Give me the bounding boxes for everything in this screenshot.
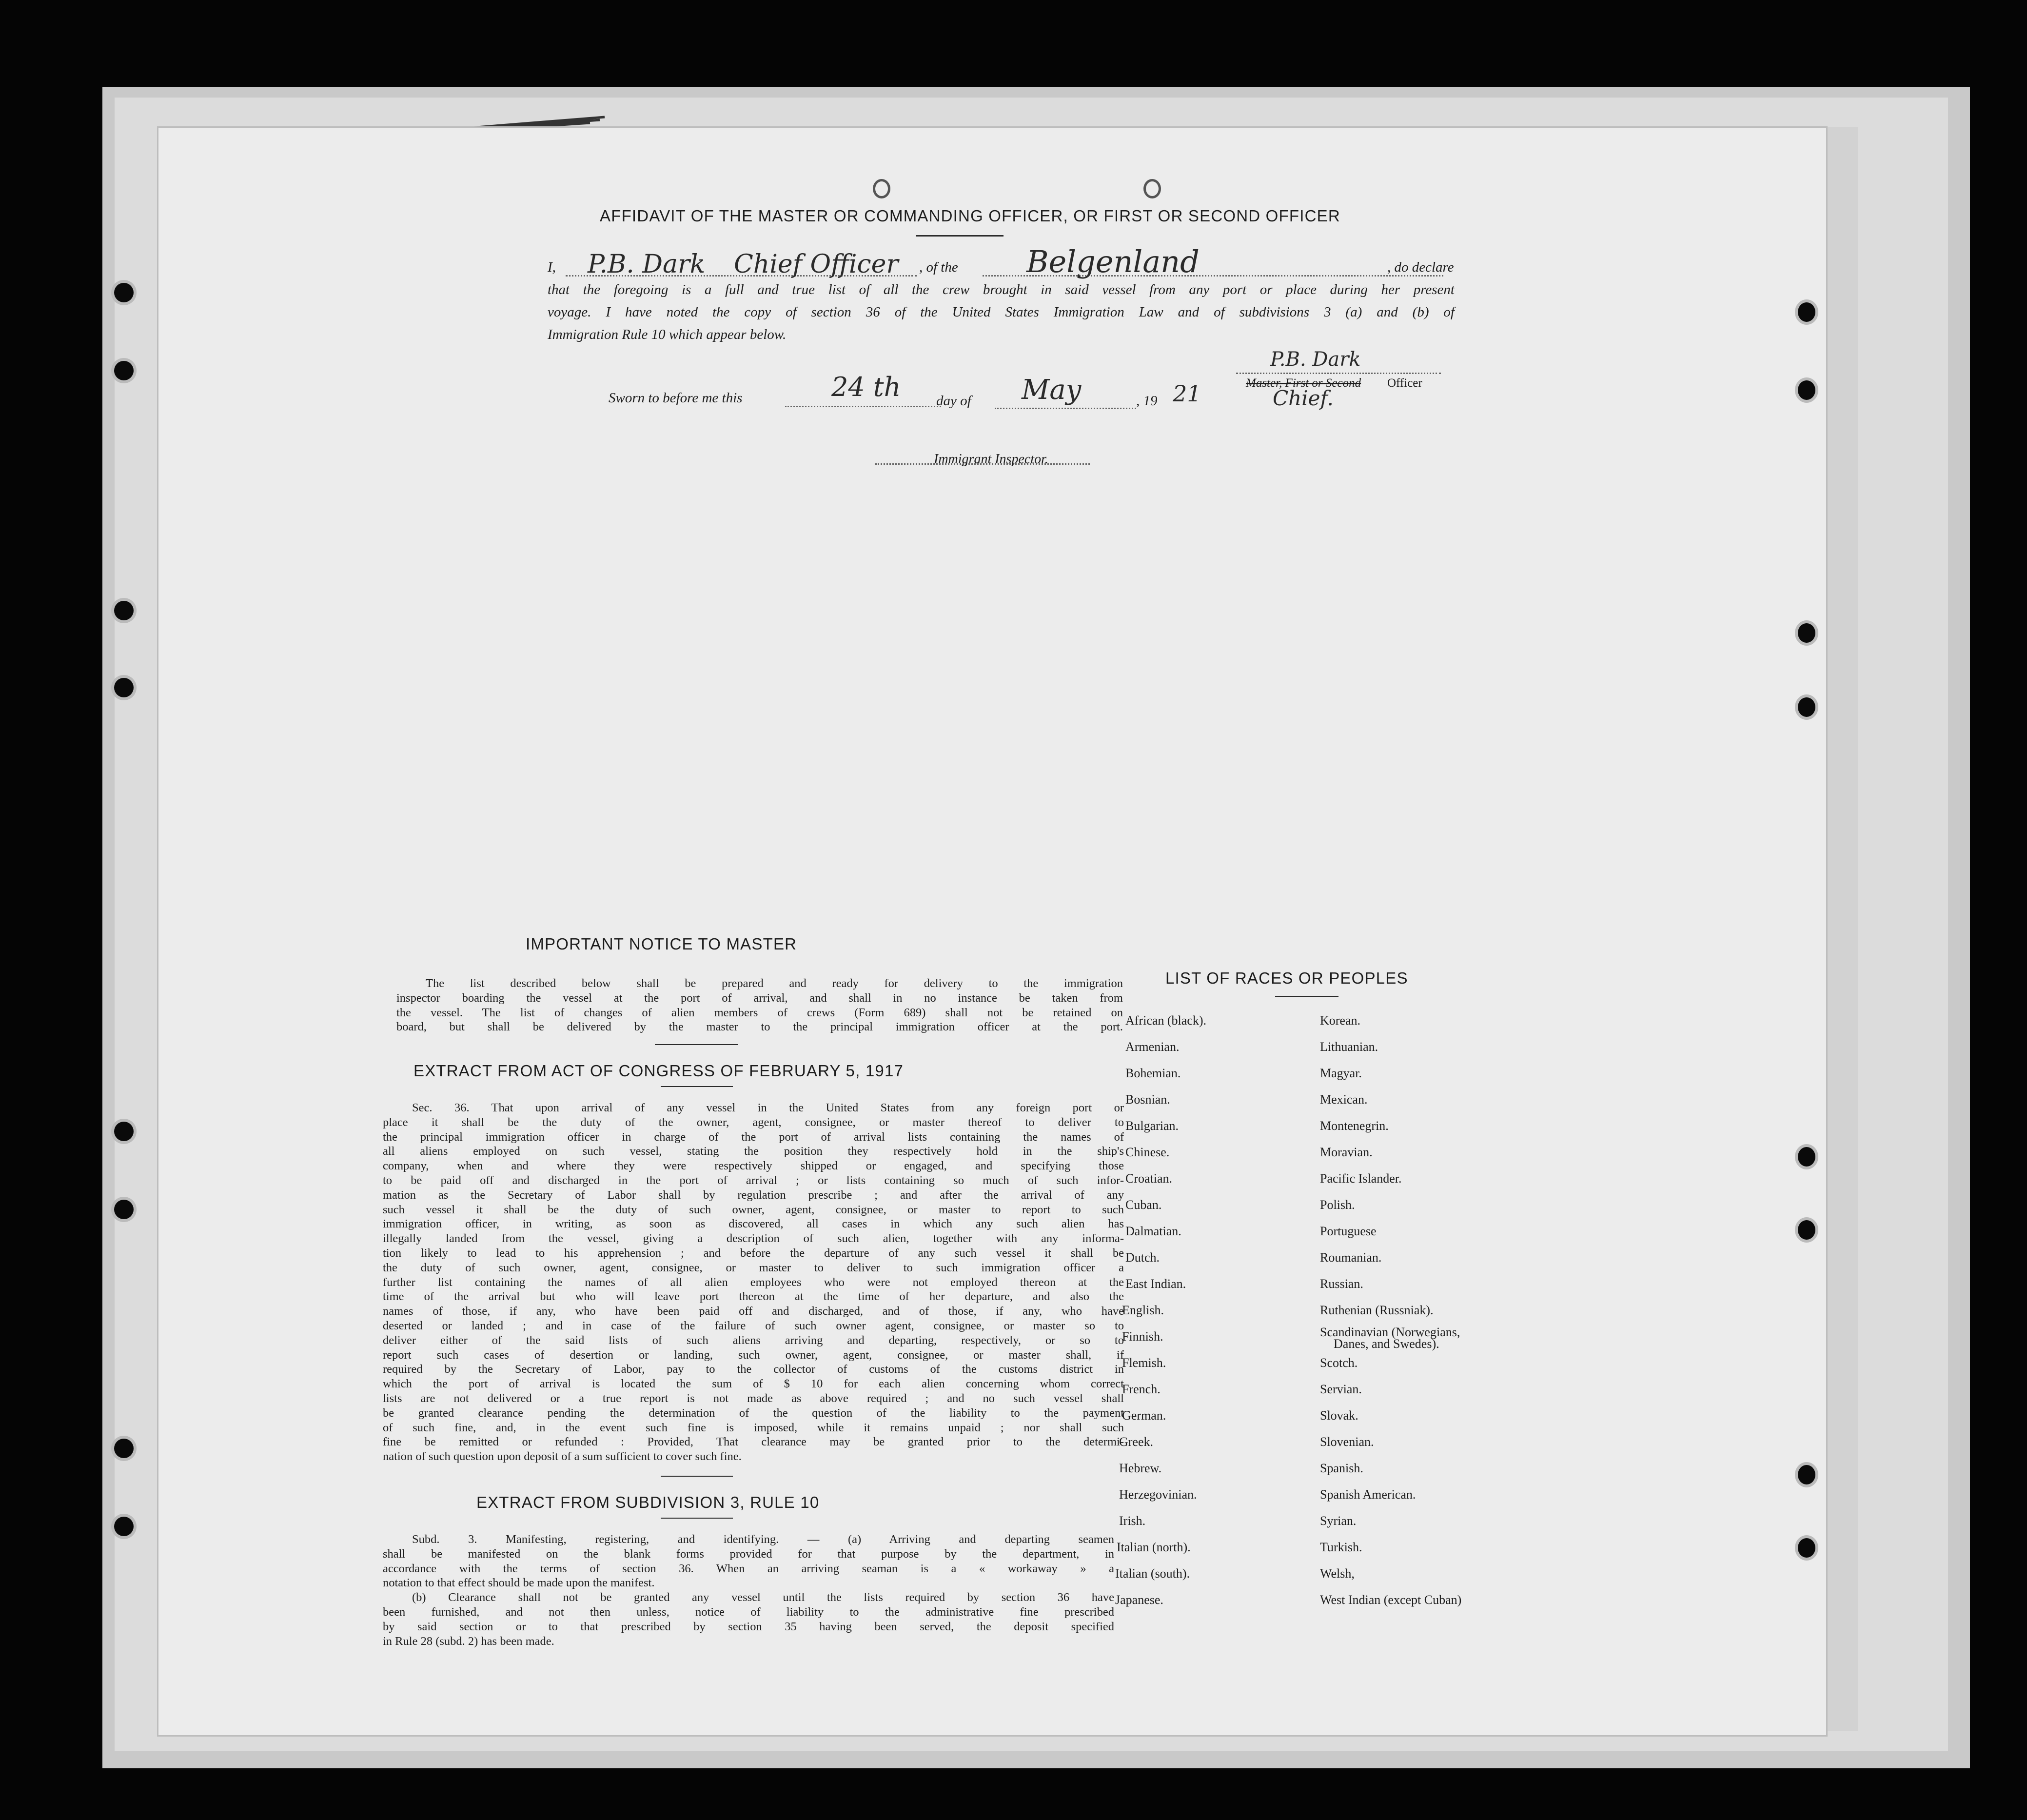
punch-hole-right-2 (1798, 380, 1815, 400)
extract-rule-line-1: Subd. 3. Manifesting, registering, and identifying. — (a) Arriving and departing seamen (412, 1533, 1114, 1546)
race-left-item: German. (1122, 1408, 1166, 1423)
affidavit-page (158, 128, 1826, 1735)
affidavit-title: AFFIDAVIT OF THE MASTER OR COMMANDING OFFICER, OR FIRST OR SECOND OFFICER (600, 207, 1340, 225)
race-right-item: West Indian (except Cuban) (1320, 1593, 1462, 1607)
races-title-rule (1275, 996, 1338, 997)
extract-rule-line-4: notation to that effect should be made upon the manifest. (383, 1576, 655, 1590)
punch-hole-right-4 (1798, 697, 1815, 717)
notice-line-4: board, but shall be delivered by the master to the principal immigration officer at the port. (396, 1020, 1123, 1034)
race-right-item: Mexican. (1320, 1092, 1368, 1107)
extract-act-line-25: nation of such question upon deposit of a sum sufficient to cover such fine. (383, 1450, 742, 1464)
punch-hole-left-2 (114, 361, 134, 380)
punch-hole-right-5 (1798, 1147, 1815, 1167)
race-left-item: Dalmatian. (1125, 1224, 1181, 1238)
day-blank (785, 406, 941, 407)
day-of-label: day of (936, 393, 971, 409)
race-left-item: Herzegovinian. (1119, 1487, 1197, 1502)
extract-act-line-3: the principal immigration officer in charge of the port of arrival lists containing the names of (383, 1130, 1124, 1144)
notice-rule (655, 1044, 738, 1045)
extract-act-line-18: report such cases of desertion or landing, such owner, agent, consignee, or master shall, if (383, 1348, 1124, 1362)
race-left-item: Chinese. (1125, 1145, 1170, 1159)
race-right-item: Slovenian. (1320, 1435, 1374, 1449)
declarant-prefix: I, (548, 259, 556, 275)
extract-rule-line-6: been furnished, and not then unless, notice of liability to the administrative fine prescribed (383, 1605, 1114, 1619)
extract-act-line-17: deliver either of the said lists of such aliens arriving and departing, respectively, or so to (383, 1333, 1124, 1347)
race-right-item: Turkish. (1320, 1540, 1362, 1554)
race-right-item: Ruthenian (Russniak). (1320, 1303, 1434, 1317)
punch-hole-right-1 (1798, 302, 1815, 322)
race-left-item: Italian (north). (1117, 1540, 1191, 1554)
race-right-item: Portuguese (1320, 1224, 1377, 1238)
extract-act-line-14: time of the arrival but who will leave port thereon at the time of her departure, and also the (383, 1290, 1124, 1304)
extract-rule-rule (661, 1518, 733, 1519)
vessel-prefix: , of the (919, 259, 958, 275)
extract-rule-line-7: by said section or to that prescribed by section 35 having been served, the deposit specified (383, 1620, 1114, 1633)
inspector-label: Immigrant Inspector. (934, 452, 1048, 467)
race-left-item: Irish. (1119, 1514, 1146, 1528)
officer-printed-struck: Master, First or Second (1246, 376, 1361, 390)
affidavit-body-line-2: voyage. I have noted the copy of section 36 of the United States Immigration Law and of subdivisions 3 (a) and (b) of (548, 304, 1455, 320)
handwritten-month: May (1022, 374, 1082, 406)
extract-rule-line-8: in Rule 28 (subd. 2) has been made. (383, 1634, 554, 1648)
handwritten-rank: Chief Officer (734, 250, 899, 279)
handwritten-officer-signature: P.B. Dark (1270, 348, 1361, 371)
race-left-item: Dutch. (1125, 1250, 1160, 1265)
handwritten-year: 21 (1173, 380, 1201, 407)
race-right-item: Scandinavian (Norwegians, (1320, 1325, 1460, 1339)
race-right-item: Russian. (1320, 1277, 1363, 1291)
extract-act-line-8: such vessel it shall be the duty of such owner, agent, consignee, or master to report to such (383, 1203, 1124, 1216)
declare-suffix: , do declare (1387, 259, 1454, 275)
punch-hole-left-8 (114, 1517, 134, 1536)
race-right-item: Magyar. (1320, 1066, 1362, 1080)
race-right-item: Lithuanian. (1320, 1040, 1378, 1054)
extract-act-text (383, 1101, 1124, 1464)
extract-act-line-7: mation as the Secretary of Labor shall by regulation prescribe ; and after the arrival of any (383, 1188, 1124, 1202)
extract-act-line-9: immigration officer, in writing, as soon as discovered, all cases in which any such alien has (383, 1217, 1124, 1231)
sworn-prefix: Sworn to before me this (609, 390, 743, 406)
notice-line-1: The list described below shall be prepared and ready for delivery to the immigration (426, 977, 1123, 990)
race-right-item: Spanish. (1320, 1461, 1363, 1475)
race-right-item: Scotch. (1320, 1356, 1358, 1370)
punch-hole-left-1 (114, 283, 134, 302)
extract-rule-line-3: accordance with the terms of section 36. When an arriving seaman is a « workaway » a (383, 1562, 1114, 1575)
notice-text (396, 976, 1123, 1034)
extract-act-line-5: company, when and where they were respectively shipped or engaged, and specifying those (383, 1159, 1124, 1173)
extract-act-line-11: tion likely to lead to his apprehension ; and before the departure of any such vessel it shall be (383, 1246, 1124, 1260)
extract-act-line-19: required by the Secretary of Labor, pay to the collector of customs of the customs district in (383, 1363, 1124, 1376)
race-right-item: Polish. (1320, 1198, 1355, 1212)
extract-act-line-22: be granted clearance pending the determination of the question of the liability to the payment (383, 1406, 1124, 1420)
extract-act-line-12: the duty of such owner, agent, consignee, or master to deliver to such immigration officer a (383, 1261, 1124, 1274)
race-left-item: East Indian. (1125, 1277, 1186, 1291)
affidavit-body-line-1: that the foregoing is a full and true list of all the crew brought in said vessel from any port or place during her present (548, 282, 1455, 297)
extract-act-line-13: further list containing the names of all alien employees who were not employed thereon at the (383, 1275, 1124, 1289)
notice-line-3: the vessel. The list of changes of alien members of crews (Form 689) shall not be retained on (396, 1006, 1123, 1019)
extract-act-rule (661, 1086, 733, 1087)
race-left-item: Cuban. (1125, 1198, 1162, 1212)
extract-act-line-20: which the port of arrival is located the sum of $ 10 for each alien concerning whom correct (383, 1377, 1124, 1391)
race-left-item: Armenian. (1125, 1040, 1180, 1054)
punch-hole-left-6 (114, 1200, 134, 1219)
race-left-item: Italian (south). (1115, 1566, 1190, 1581)
handwritten-officer-rank: Chief. (1273, 386, 1334, 410)
race-left-item: English. (1122, 1303, 1164, 1317)
extract-act-line-2: place it shall be the duty of the owner, agent, consignee, or master thereof to deliver to (383, 1115, 1124, 1129)
race-left-item: Bosnian. (1125, 1092, 1170, 1107)
extract-rule-line-5: (b) Clearance shall not be granted any vessel until the lists required by section 36 have (412, 1591, 1114, 1604)
race-left-item: Greek. (1119, 1435, 1154, 1449)
race-right-item: Montenegrin. (1320, 1119, 1389, 1133)
year-prefix: , 19 (1136, 393, 1158, 409)
race-right-item: Moravian. (1320, 1145, 1373, 1159)
extract-rule-text (383, 1532, 1114, 1648)
notice-line-2: inspector boarding the vessel at the port of arrival, and shall in no instance be taken from (396, 991, 1123, 1005)
extract-act-line-15: names of those, if any, who have been paid off and discharged, and of those, if any, who have (383, 1305, 1124, 1318)
race-left-item: French. (1122, 1382, 1161, 1396)
punch-hole-left-3 (114, 601, 134, 620)
extract-act-line-10: illegally landed from the vessel, giving a description of such alien, together with any informa- (383, 1232, 1124, 1246)
extract-act-end-rule (661, 1476, 733, 1477)
officer-printed-word: Officer (1387, 376, 1422, 390)
race-left-item: Finnish. (1122, 1329, 1163, 1344)
punch-hole-right-3 (1798, 623, 1815, 643)
race-right-item: Korean. (1320, 1013, 1361, 1028)
extract-act-line-4: all aliens employed on such vessel, stating the position they respectively hold in the ship's (383, 1145, 1124, 1158)
month-blank (995, 408, 1136, 409)
race-left-item: Flemish. (1122, 1356, 1166, 1370)
extract-rule-title: EXTRACT FROM SUBDIVISION 3, RULE 10 (476, 1493, 820, 1511)
extract-act-line-24: fine be remitted or refunded : Provided, That clearance may be granted prior to the determi- (383, 1435, 1124, 1449)
punch-hole-right-6 (1798, 1220, 1815, 1240)
race-right-item: Welsh, (1320, 1566, 1355, 1581)
extract-act-line-16: deserted or landed ; and in case of the failure of such owner agent, consignee, or master so to (383, 1319, 1124, 1332)
affidavit-title-rule (916, 235, 1004, 237)
affidavit-body-line-3: Immigration Rule 10 which appear below. (548, 327, 787, 342)
handwritten-vessel: Belgenland (1026, 244, 1200, 279)
extract-rule-line-2: shall be manifested on the blank forms provided for that purpose by the department, in (383, 1547, 1114, 1561)
race-left-item: Croatian. (1125, 1171, 1173, 1186)
binding-hole-2 (1143, 179, 1161, 198)
race-right-item: Danes, and Swedes). (1334, 1337, 1439, 1351)
race-left-item: Hebrew. (1119, 1461, 1162, 1475)
race-right-item: Slovak. (1320, 1408, 1358, 1423)
race-left-item: Bohemian. (1125, 1066, 1181, 1080)
officer-signature-blank (1236, 373, 1441, 374)
race-right-item: Roumanian. (1320, 1250, 1382, 1265)
handwritten-name: P.B. Dark (588, 250, 706, 279)
race-right-item: Syrian. (1320, 1514, 1357, 1528)
punch-hole-right-8 (1798, 1538, 1815, 1558)
race-right-item: Spanish American. (1320, 1487, 1416, 1502)
punch-hole-left-4 (114, 678, 134, 697)
race-right-item: Pacific Islander. (1320, 1171, 1402, 1186)
extract-act-line-6: to be paid off and discharged in the port of arrival ; or lists containing so much of such infor- (383, 1173, 1124, 1187)
race-left-item: African (black). (1125, 1013, 1207, 1028)
extract-act-line-1: Sec. 36. That upon arrival of any vessel in the United States from any foreign port or (412, 1101, 1124, 1114)
binding-hole-1 (873, 179, 890, 198)
race-right-item: Servian. (1320, 1382, 1362, 1396)
notice-title: IMPORTANT NOTICE TO MASTER (526, 935, 797, 953)
race-left-item: Bulgarian. (1125, 1119, 1179, 1133)
extract-act-line-23: of such fine, and, in the event such fine is imposed, while it remains unpaid ; nor shall such (383, 1421, 1124, 1434)
handwritten-day: 24 th (831, 372, 901, 402)
extract-act-title: EXTRACT FROM ACT OF CONGRESS OF FEBRUARY 5, 1917 (413, 1062, 904, 1080)
punch-hole-left-7 (114, 1439, 134, 1458)
extract-act-line-21: lists are not delivered or a true report is not made as above required ; and no such vessel shall (383, 1391, 1124, 1405)
race-left-item: Japanese. (1115, 1593, 1163, 1607)
races-title: LIST OF RACES OR PEOPLES (1165, 969, 1408, 987)
punch-hole-left-5 (114, 1122, 134, 1141)
punch-hole-right-7 (1798, 1465, 1815, 1484)
